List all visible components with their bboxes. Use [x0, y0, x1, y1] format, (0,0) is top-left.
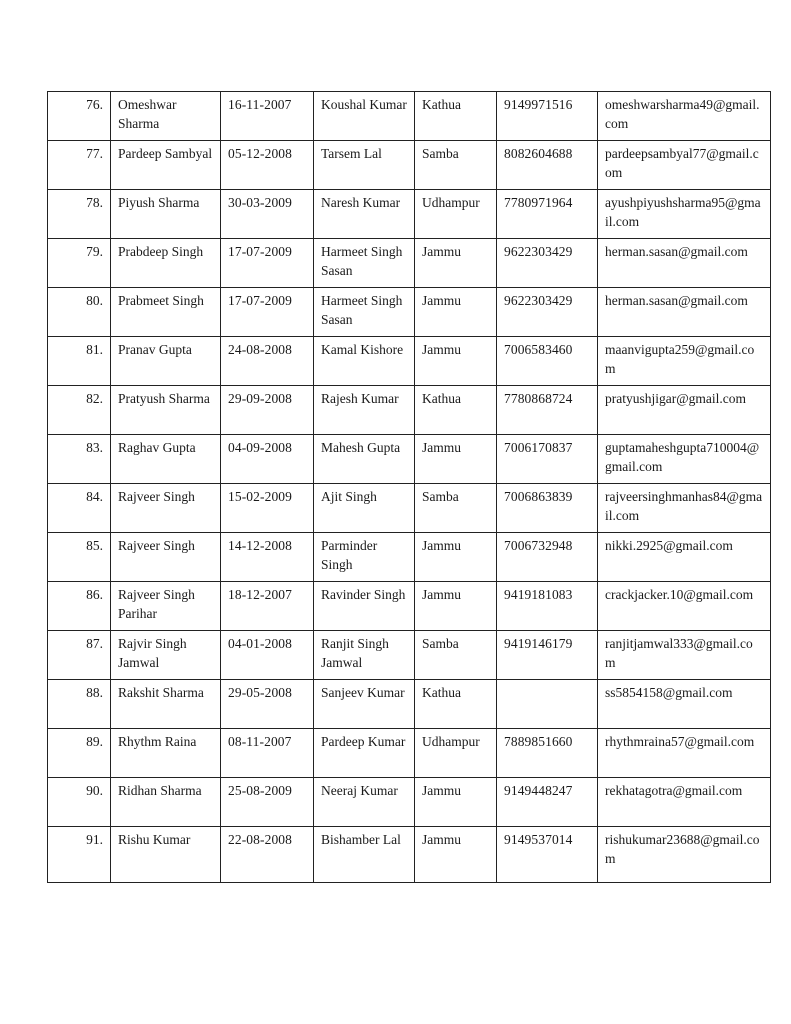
district-cell: Jammu [415, 337, 497, 386]
district-cell: Kathua [415, 386, 497, 435]
district-cell: Udhampur [415, 729, 497, 778]
district-cell: Samba [415, 484, 497, 533]
email-cell: rhythmraina57@gmail.com [598, 729, 771, 778]
student-name-cell: Prabmeet Singh [111, 288, 221, 337]
district-cell: Kathua [415, 92, 497, 141]
serial-number-cell: 88. [48, 680, 111, 729]
student-name-cell: Pratyush Sharma [111, 386, 221, 435]
email-cell: ranjitjamwal333@gmail.com [598, 631, 771, 680]
father-name-cell: Koushal Kumar [314, 92, 415, 141]
serial-number-cell: 87. [48, 631, 111, 680]
date-of-birth-cell: 08-11-2007 [221, 729, 314, 778]
district-cell: Jammu [415, 435, 497, 484]
serial-number-cell: 81. [48, 337, 111, 386]
date-of-birth-cell: 04-09-2008 [221, 435, 314, 484]
email-cell: rajveersinghmanhas84@gmail.com [598, 484, 771, 533]
email-cell: ss5854158@gmail.com [598, 680, 771, 729]
date-of-birth-cell: 18-12-2007 [221, 582, 314, 631]
district-cell: Jammu [415, 582, 497, 631]
email-cell: nikki.2925@gmail.com [598, 533, 771, 582]
table-row [48, 435, 771, 484]
district-cell: Jammu [415, 533, 497, 582]
table-row [48, 92, 771, 141]
phone-number-cell: 8082604688 [497, 141, 598, 190]
serial-number-cell: 84. [48, 484, 111, 533]
father-name-cell: Ranjit Singh Jamwal [314, 631, 415, 680]
father-name-cell: Harmeet Singh Sasan [314, 239, 415, 288]
student-roster-table [47, 91, 771, 883]
table-row [48, 484, 771, 533]
email-cell: rekhatagotra@gmail.com [598, 778, 771, 827]
father-name-cell: Ajit Singh [314, 484, 415, 533]
email-cell: herman.sasan@gmail.com [598, 288, 771, 337]
student-name-cell: Piyush Sharma [111, 190, 221, 239]
phone-number-cell: 9622303429 [497, 239, 598, 288]
table-row [48, 141, 771, 190]
student-name-cell: Raghav Gupta [111, 435, 221, 484]
serial-number-cell: 91. [48, 827, 111, 883]
student-name-cell: Omeshwar Sharma [111, 92, 221, 141]
email-cell: pratyushjigar@gmail.com [598, 386, 771, 435]
father-name-cell: Rajesh Kumar [314, 386, 415, 435]
phone-number-cell [497, 680, 598, 729]
email-cell: pardeepsambyal77@gmail.com [598, 141, 771, 190]
date-of-birth-cell: 24-08-2008 [221, 337, 314, 386]
email-cell: rishukumar23688@gmail.com [598, 827, 771, 883]
student-name-cell: Rishu Kumar [111, 827, 221, 883]
district-cell: Kathua [415, 680, 497, 729]
district-cell: Jammu [415, 778, 497, 827]
date-of-birth-cell: 30-03-2009 [221, 190, 314, 239]
serial-number-cell: 76. [48, 92, 111, 141]
serial-number-cell: 85. [48, 533, 111, 582]
table-row [48, 190, 771, 239]
father-name-cell: Ravinder Singh [314, 582, 415, 631]
email-cell: guptamaheshgupta710004@gmail.com [598, 435, 771, 484]
date-of-birth-cell: 15-02-2009 [221, 484, 314, 533]
email-cell: crackjacker.10@gmail.com [598, 582, 771, 631]
phone-number-cell: 7006863839 [497, 484, 598, 533]
student-name-cell: Pranav Gupta [111, 337, 221, 386]
student-name-cell: Rajveer Singh [111, 484, 221, 533]
table-row [48, 386, 771, 435]
date-of-birth-cell: 16-11-2007 [221, 92, 314, 141]
date-of-birth-cell: 14-12-2008 [221, 533, 314, 582]
district-cell: Udhampur [415, 190, 497, 239]
email-cell: maanvigupta259@gmail.com [598, 337, 771, 386]
phone-number-cell: 9149537014 [497, 827, 598, 883]
serial-number-cell: 90. [48, 778, 111, 827]
table-row [48, 729, 771, 778]
table-row [48, 631, 771, 680]
table-row [48, 778, 771, 827]
father-name-cell: Tarsem Lal [314, 141, 415, 190]
student-name-cell: Rajveer Singh [111, 533, 221, 582]
father-name-cell: Pardeep Kumar [314, 729, 415, 778]
student-name-cell: Ridhan Sharma [111, 778, 221, 827]
phone-number-cell: 7006732948 [497, 533, 598, 582]
student-name-cell: Rakshit Sharma [111, 680, 221, 729]
date-of-birth-cell: 25-08-2009 [221, 778, 314, 827]
father-name-cell: Mahesh Gupta [314, 435, 415, 484]
district-cell: Jammu [415, 288, 497, 337]
serial-number-cell: 86. [48, 582, 111, 631]
table-row [48, 582, 771, 631]
date-of-birth-cell: 22-08-2008 [221, 827, 314, 883]
father-name-cell: Naresh Kumar [314, 190, 415, 239]
serial-number-cell: 77. [48, 141, 111, 190]
table-row [48, 827, 771, 883]
serial-number-cell: 83. [48, 435, 111, 484]
date-of-birth-cell: 17-07-2009 [221, 239, 314, 288]
table-row [48, 239, 771, 288]
roster-table-body [48, 92, 771, 883]
phone-number-cell: 9149971516 [497, 92, 598, 141]
phone-number-cell: 9419146179 [497, 631, 598, 680]
district-cell: Samba [415, 631, 497, 680]
father-name-cell: Harmeet Singh Sasan [314, 288, 415, 337]
date-of-birth-cell: 29-09-2008 [221, 386, 314, 435]
phone-number-cell: 9622303429 [497, 288, 598, 337]
phone-number-cell: 9419181083 [497, 582, 598, 631]
serial-number-cell: 79. [48, 239, 111, 288]
district-cell: Jammu [415, 827, 497, 883]
email-cell: omeshwarsharma49@gmail.com [598, 92, 771, 141]
table-row [48, 337, 771, 386]
date-of-birth-cell: 29-05-2008 [221, 680, 314, 729]
district-cell: Jammu [415, 239, 497, 288]
student-name-cell: Rajveer Singh Parihar [111, 582, 221, 631]
father-name-cell: Parminder Singh [314, 533, 415, 582]
table-row [48, 680, 771, 729]
email-cell: herman.sasan@gmail.com [598, 239, 771, 288]
serial-number-cell: 80. [48, 288, 111, 337]
father-name-cell: Bishamber Lal [314, 827, 415, 883]
table-row [48, 288, 771, 337]
student-name-cell: Prabdeep Singh [111, 239, 221, 288]
phone-number-cell: 7780971964 [497, 190, 598, 239]
serial-number-cell: 82. [48, 386, 111, 435]
date-of-birth-cell: 04-01-2008 [221, 631, 314, 680]
serial-number-cell: 89. [48, 729, 111, 778]
phone-number-cell: 7006170837 [497, 435, 598, 484]
father-name-cell: Kamal Kishore [314, 337, 415, 386]
father-name-cell: Sanjeev Kumar [314, 680, 415, 729]
table-row [48, 533, 771, 582]
student-name-cell: Pardeep Sambyal [111, 141, 221, 190]
father-name-cell: Neeraj Kumar [314, 778, 415, 827]
phone-number-cell: 7780868724 [497, 386, 598, 435]
student-name-cell: Rajvir Singh Jamwal [111, 631, 221, 680]
student-name-cell: Rhythm Raina [111, 729, 221, 778]
phone-number-cell: 7006583460 [497, 337, 598, 386]
date-of-birth-cell: 17-07-2009 [221, 288, 314, 337]
email-cell: ayushpiyushsharma95@gmail.com [598, 190, 771, 239]
date-of-birth-cell: 05-12-2008 [221, 141, 314, 190]
serial-number-cell: 78. [48, 190, 111, 239]
phone-number-cell: 7889851660 [497, 729, 598, 778]
phone-number-cell: 9149448247 [497, 778, 598, 827]
district-cell: Samba [415, 141, 497, 190]
